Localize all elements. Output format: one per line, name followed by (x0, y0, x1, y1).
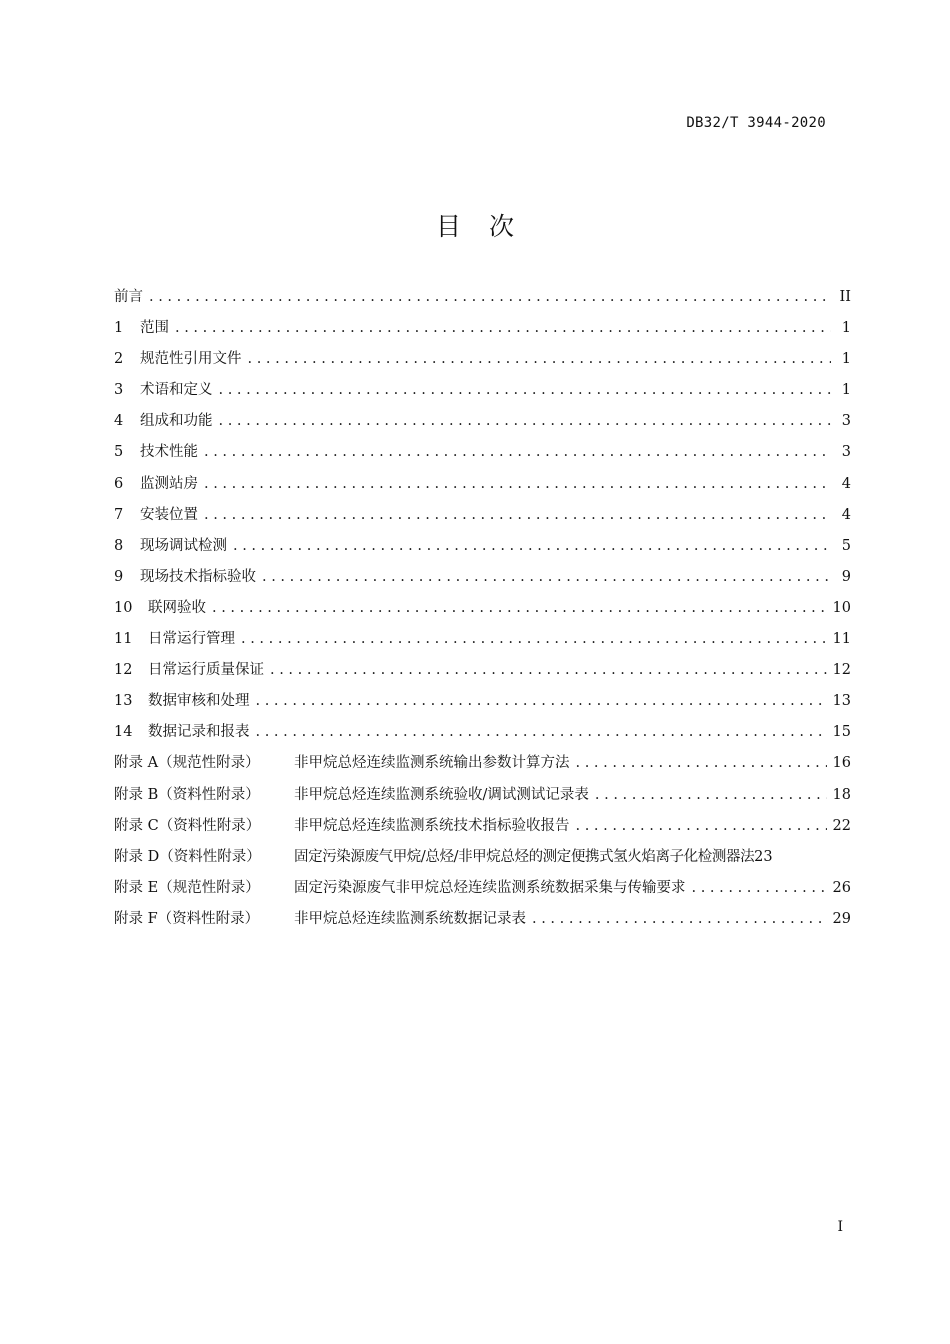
toc-leader-dots (204, 476, 831, 492)
toc-leader-dots (262, 569, 831, 585)
toc-appendix-a[interactable] (114, 751, 851, 782)
appendix-prefix: 附录 C（资料性附录） (114, 817, 261, 834)
appendix-label: 非甲烷总烃连续监测系统输出参数计算方法 (294, 755, 570, 772)
appendix-prefix: 附录 D（资料性附录） (114, 848, 261, 865)
toc-entry-number: 9 (114, 568, 124, 585)
appendix-prefix: 附录 F（资料性附录） (114, 910, 260, 927)
toc-entry-page: 12 (832, 662, 851, 679)
page-title (0, 207, 950, 243)
toc-entry-page: 11 (832, 631, 851, 648)
toc-entry-label: 现场技术指标验收 (140, 568, 256, 585)
toc-leader-dots (256, 693, 827, 709)
toc-appendix-d[interactable] (114, 845, 851, 876)
toc-entry-number: 3 (114, 382, 124, 399)
document-code: DB32/T 3944-2020 (686, 115, 826, 131)
appendix-prefix: 附录 E（规范性附录） (114, 879, 260, 896)
toc-leader-dots (175, 320, 831, 336)
toc-leader-dots (248, 351, 832, 367)
appendix-page: 23 (754, 848, 773, 865)
toc-entry-page: 3 (841, 444, 851, 461)
toc-appendix-b[interactable] (114, 783, 851, 814)
toc-entry-number: 13 (114, 693, 133, 710)
toc-entry-page: 4 (841, 475, 851, 492)
toc-entry-label: 监测站房 (140, 475, 198, 492)
toc-entry-number: 10 (114, 599, 133, 616)
toc-entry-page: 13 (832, 693, 851, 710)
toc-entry-12[interactable] (114, 658, 851, 689)
toc-leader-dots (219, 413, 832, 429)
toc-leader-dots (576, 755, 827, 771)
toc-entry-label: 安装位置 (140, 506, 198, 523)
toc-entry-label: 范围 (140, 320, 169, 337)
toc-entry-2[interactable] (114, 347, 851, 378)
toc-entry-label: 规范性引用文件 (140, 351, 242, 368)
toc-entry-number: 2 (114, 351, 124, 368)
toc-entry-page: 1 (841, 382, 851, 399)
toc-entry-8[interactable] (114, 534, 851, 565)
toc-entry-page: 9 (841, 568, 851, 585)
toc-entry-number: 6 (114, 475, 124, 492)
toc-leader-dots (692, 880, 827, 896)
toc-leader-dots (595, 787, 827, 803)
appendix-label: 非甲烷总烃连续监测系统验收/调试测试记录表 (294, 786, 589, 803)
toc-entry-10[interactable] (114, 596, 851, 627)
toc-entry-11[interactable] (114, 627, 851, 658)
page-number: I (837, 1219, 843, 1235)
toc-entry-label: 数据记录和报表 (148, 724, 250, 741)
appendix-prefix: 附录 B（资料性附录） (114, 786, 260, 803)
toc-entry-label: 现场调试检测 (140, 537, 227, 554)
toc-entry-7[interactable] (114, 503, 851, 534)
toc-entry-page: II (839, 289, 851, 305)
title-char-1: 目 (435, 212, 461, 241)
toc-entry-page: 5 (841, 537, 851, 554)
toc-entry-number: 5 (114, 444, 124, 461)
toc-entry-label: 联网验收 (148, 599, 206, 616)
toc-entry-14[interactable] (114, 720, 851, 751)
toc-entry-label: 前言 (114, 289, 143, 305)
toc-entry-page: 15 (832, 724, 851, 741)
toc-entry-label: 日常运行质量保证 (148, 662, 264, 679)
toc-entry-page: 10 (832, 599, 851, 616)
appendix-label: 非甲烷总烃连续监测系统数据记录表 (294, 910, 526, 927)
toc-appendix-f[interactable] (114, 907, 851, 938)
appendix-label: 非甲烷总烃连续监测系统技术指标验收报告 (294, 817, 570, 834)
toc-entry-number: 14 (114, 724, 133, 741)
toc-leader-dots (576, 818, 827, 834)
toc-leader-dots (212, 600, 827, 616)
toc-leader-dots (219, 382, 832, 398)
toc-entry-foreword[interactable] (114, 285, 851, 316)
toc-leader-dots (270, 662, 827, 678)
toc-entry-number: 12 (114, 662, 133, 679)
toc-entry-number: 4 (114, 413, 124, 430)
toc-leader-dots (149, 289, 831, 305)
toc-entry-label: 组成和功能 (140, 413, 213, 430)
toc-entry-13[interactable] (114, 689, 851, 720)
appendix-page: 22 (832, 817, 851, 834)
toc-leader-dots (532, 911, 827, 927)
toc-entry-3[interactable] (114, 378, 851, 409)
appendix-label: 固定污染源废气甲烷/总烃/非甲烷总烃的测定便携式氢火焰离子化检测器法 (294, 848, 755, 865)
toc-entry-page: 1 (841, 320, 851, 337)
table-of-contents (114, 285, 851, 938)
appendix-prefix: 附录 A（规范性附录） (114, 755, 260, 772)
toc-entry-number: 8 (114, 537, 124, 554)
appendix-page: 18 (832, 786, 851, 803)
toc-entry-9[interactable] (114, 565, 851, 596)
appendix-page: 26 (832, 879, 851, 896)
appendix-page: 16 (832, 755, 851, 772)
toc-entry-5[interactable] (114, 440, 851, 471)
toc-leader-dots (233, 538, 831, 554)
toc-entry-label: 日常运行管理 (148, 631, 235, 648)
toc-entry-page: 3 (841, 413, 851, 430)
toc-entry-label: 术语和定义 (140, 382, 213, 399)
title-char-2: 次 (489, 212, 515, 241)
toc-entry-label: 技术性能 (140, 444, 198, 461)
toc-entry-number: 1 (114, 320, 124, 337)
toc-appendix-c[interactable] (114, 814, 851, 845)
toc-leader-dots (256, 724, 827, 740)
toc-entry-label: 数据审核和处理 (148, 693, 250, 710)
toc-entry-number: 7 (114, 506, 124, 523)
toc-entry-1[interactable] (114, 316, 851, 347)
toc-leader-dots (204, 444, 831, 460)
toc-entry-page: 1 (841, 351, 851, 368)
appendix-label: 固定污染源废气非甲烷总烃连续监测系统数据采集与传输要求 (294, 879, 686, 896)
toc-appendix-e[interactable] (114, 876, 851, 907)
appendix-page: 29 (832, 910, 851, 927)
toc-leader-dots (204, 507, 831, 523)
toc-entry-number: 11 (114, 631, 133, 648)
toc-entry-6[interactable] (114, 472, 851, 503)
toc-entry-page: 4 (841, 506, 851, 523)
toc-entry-4[interactable] (114, 409, 851, 440)
toc-leader-dots (241, 631, 827, 647)
